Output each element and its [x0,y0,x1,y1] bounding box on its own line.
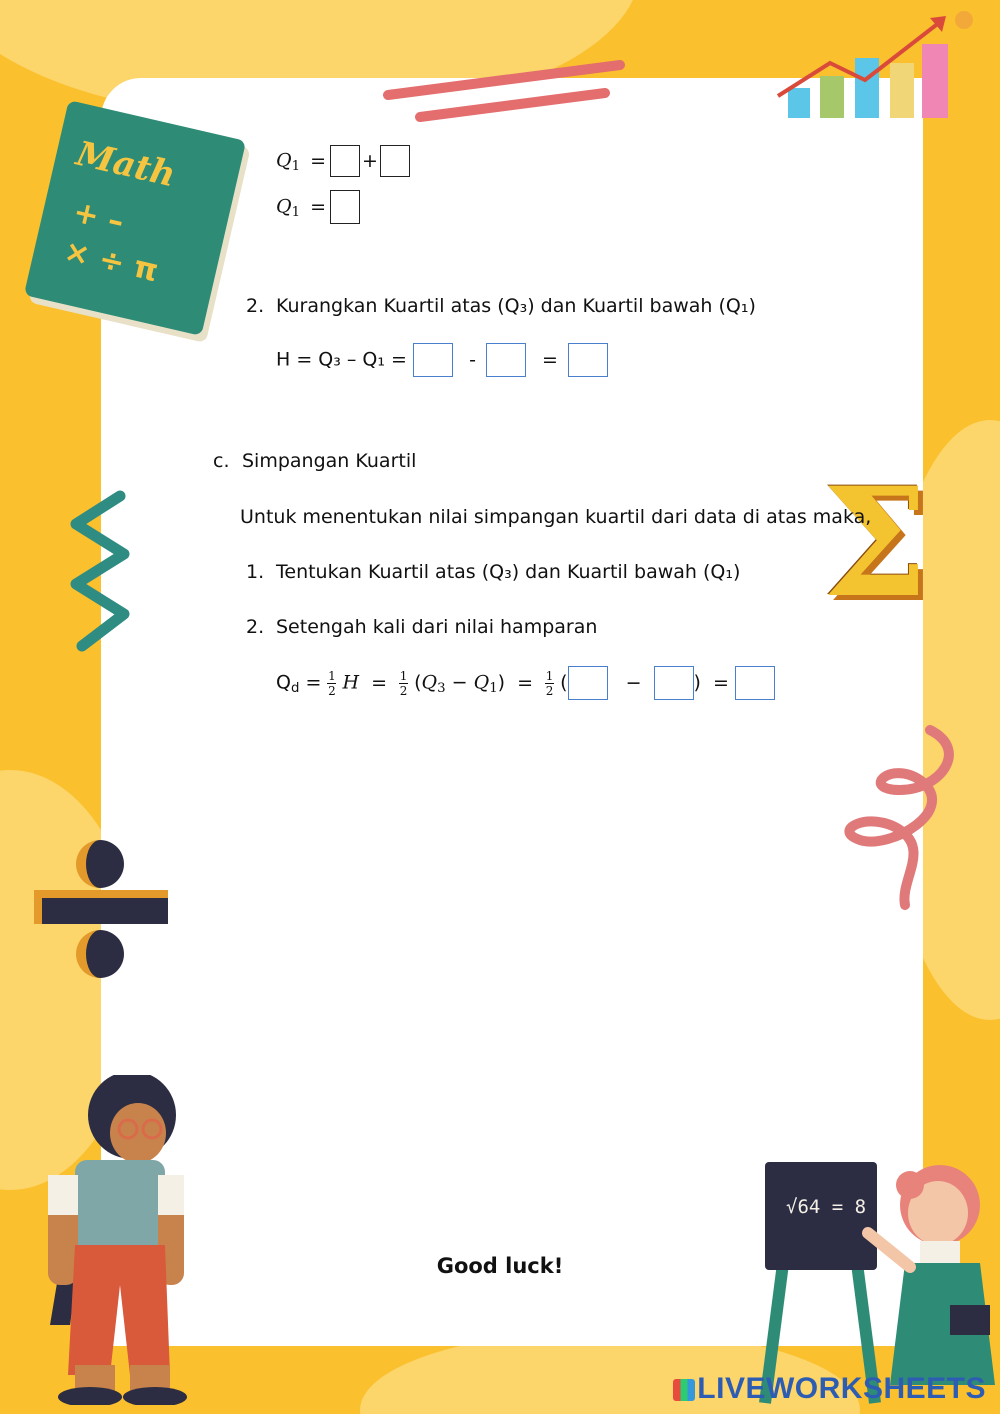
qd-minus-2: − [625,671,642,694]
growth-chart-icon [770,8,980,123]
paren-open: ( [414,671,422,694]
q3-answer-input[interactable] [413,343,453,377]
qd-equals: = [305,671,322,694]
hamparan-equals: = [541,348,558,371]
worksheet-paper [101,78,923,1346]
qd-equation [276,666,775,700]
q1-term-box-1 [330,145,360,177]
section-c-label: c. [213,450,230,472]
c-item2-text: Setengah kali dari nilai hamparan [276,616,598,638]
hamparan-equation [276,343,608,377]
chalkboard-text: √64 = 8 [786,1196,867,1218]
q1-var-2: Q [276,195,292,218]
q1-answer-input[interactable] [486,343,526,377]
qd-equals-2: = [371,671,388,694]
qd-equals-3: = [517,671,534,694]
half-fraction-1: $\frac{1}{2}$ [328,668,336,698]
q1-result-equation [276,190,360,224]
step2-number: 2. [246,295,265,317]
q1-term-box-2 [380,145,410,177]
good-luck-text: Good luck! [436,1254,564,1278]
c-item2-number: 2. [246,616,265,638]
q1-equals-2: = [310,195,327,218]
boy-student-illustration [30,1075,190,1405]
step2-instruction: Kurangkan Kuartil atas (Q₃) dan Kuartil bawah (Q₁) [276,295,756,317]
hamparan-formula: H = Q₃ – Q₁ = [276,348,407,371]
pink-spiral-decoration [830,720,960,910]
half-fraction-2: $\frac{1}{2}$ [399,668,408,698]
qd-sub: d [290,680,300,696]
qd-q3-input[interactable] [568,666,608,700]
brand-name: LIVEWORKSHEETS [697,1372,986,1405]
q1-sub: 1 [291,158,301,174]
qd-answer-input[interactable] [735,666,775,700]
qd-q1-input[interactable] [654,666,694,700]
book-symbols: + – × ÷ π [60,194,162,289]
c-item1-number: 1. [246,561,265,583]
pink-stroke-decoration [380,55,630,125]
q1-sub-3: 1 [489,680,498,696]
q1-sum-equation [276,145,410,177]
q1-var-3: Q [473,671,490,694]
liveworksheets-logo-icon [673,1379,695,1401]
sigma-symbol-decoration: Σ [822,455,929,631]
section-c-title: Simpangan Kuartil [242,450,417,472]
girl-teacher-illustration [850,1155,1000,1405]
q3-sub: 3 [437,680,446,696]
section-c-intro: Untuk menentukan nilai simpangan kuartil dari data di atas maka, [240,506,872,528]
hamparan-answer-input[interactable] [568,343,608,377]
qd-equals-4: = [713,671,729,694]
paren-open-2: ( [560,671,568,694]
c-item1-text: Tentukan Kuartil atas (Q₃) dan Kuartil bawah (Q₁) [276,561,741,583]
qd-minus: − [451,671,468,694]
q1-sub-2: 1 [291,204,301,220]
q1-var: Q [276,149,292,172]
paren-close-2: ) [693,671,701,694]
liveworksheets-brand[interactable] [673,1372,986,1406]
hamparan-minus: - [469,348,476,371]
half-fraction-3: $\frac{1}{2}$ [545,668,554,698]
division-dot-top [76,840,124,888]
qd-label: Q [276,671,291,694]
q1-result-box [330,190,360,224]
division-bar [34,890,168,924]
q1-equals: = [310,149,327,172]
h-var: H [342,671,360,694]
q1-plus: + [362,149,378,172]
paren-close: ) [497,671,506,694]
division-dot-bottom [76,930,124,978]
teal-zigzag-decoration [62,490,142,660]
book-title: Math [72,133,180,196]
division-symbol-decoration [30,840,170,980]
q3-var: Q [421,671,438,694]
